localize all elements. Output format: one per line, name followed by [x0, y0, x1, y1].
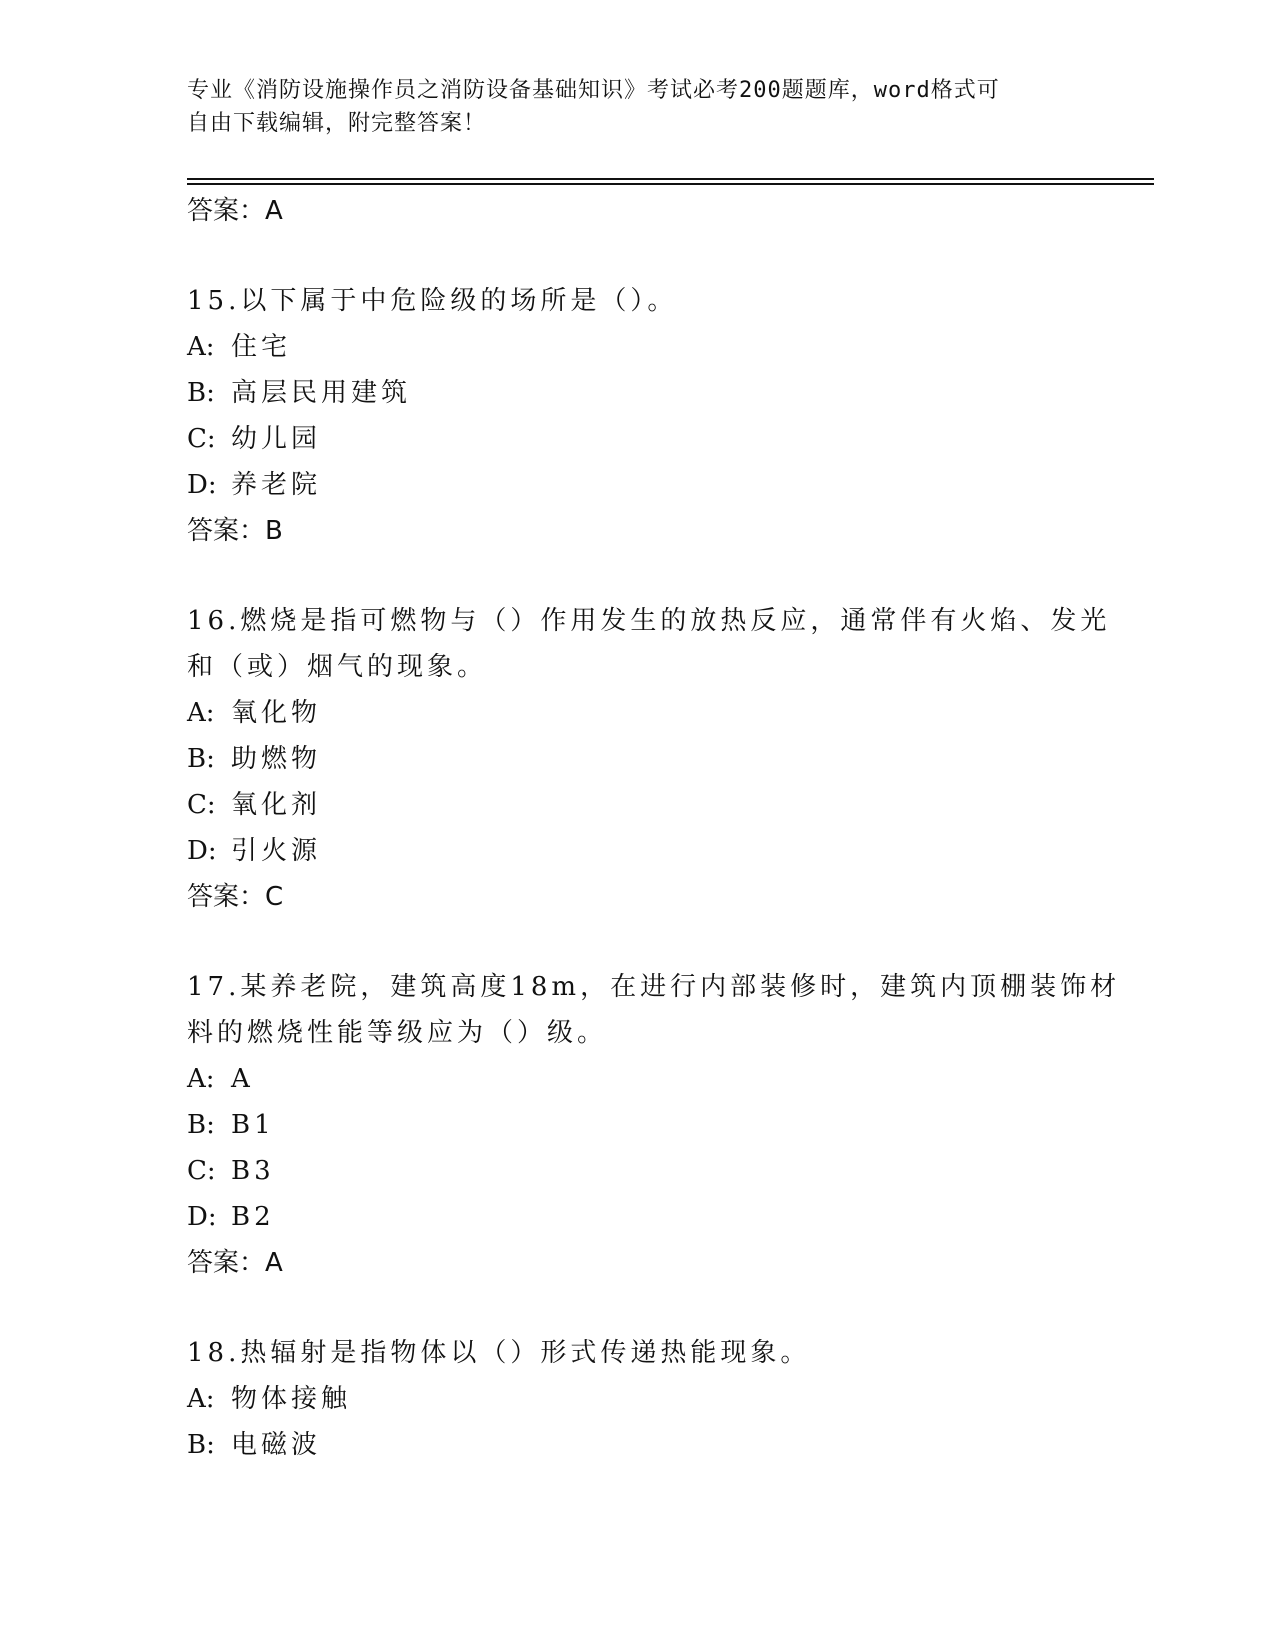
option-c [187, 416, 1087, 462]
option-text: 高层民用建筑 [231, 378, 412, 408]
option-key: D: [187, 836, 217, 866]
option-d [187, 462, 1087, 508]
question-text [187, 964, 1121, 1056]
option-a [187, 690, 1087, 736]
question-line: 17.某养老院，建筑高度18m，在进行内部装修时，建筑内顶棚装饰材 [187, 972, 1121, 1002]
option-d [187, 1194, 1087, 1240]
option-key: A: [187, 332, 215, 362]
option-key: A: [187, 698, 215, 728]
option-text: 物体接触 [231, 1384, 352, 1414]
question-line: 和（或）烟气的现象。 [187, 652, 488, 682]
question-item [187, 598, 1111, 920]
option-text: 电磁波 [231, 1430, 322, 1460]
option-b [187, 1102, 1087, 1148]
header-line: 自由下载编辑，附完整答案！ [187, 111, 487, 136]
header-line: 专业《消防设施操作员之消防设备基础知识》考试必考200题题库，word格式可 [187, 78, 1000, 103]
option-text: 住宅 [231, 332, 292, 362]
answer-line: 答案：B [187, 516, 283, 546]
header-divider [187, 183, 1154, 185]
answer-line: 答案：A [187, 1248, 283, 1278]
option-key: C: [187, 1156, 216, 1186]
option-key: D: [187, 1202, 217, 1232]
option-text: B2 [231, 1202, 275, 1232]
question-line: 15.以下属于中危险级的场所是（）。 [187, 286, 678, 316]
option-key: C: [187, 424, 216, 454]
option-c [187, 782, 1087, 828]
option-key: B: [187, 1430, 215, 1460]
question-item [187, 278, 1087, 554]
question-text [187, 598, 1111, 690]
option-key: C: [187, 790, 216, 820]
option-text: 助燃物 [231, 744, 322, 774]
question-item [187, 1330, 1087, 1468]
option-text: 氧化物 [231, 698, 322, 728]
question-line: 18.热辐射是指物体以（）形式传递热能现象。 [187, 1338, 811, 1368]
option-b [187, 1422, 1087, 1468]
option-text: 引火源 [231, 836, 322, 866]
option-a [187, 1376, 1087, 1422]
question-list [187, 188, 1121, 1468]
option-c [187, 1148, 1087, 1194]
document-header [187, 74, 1067, 140]
option-a [187, 324, 1087, 370]
option-key: D: [187, 470, 217, 500]
answer-line: 答案：A [187, 196, 283, 226]
option-key: B: [187, 1110, 215, 1140]
option-text: A [231, 1064, 254, 1094]
option-b [187, 370, 1087, 416]
question-text [187, 278, 1087, 324]
answer-line: 答案：C [187, 882, 284, 912]
option-text: B3 [231, 1156, 275, 1186]
question-line: 16.燃烧是指可燃物与（）作用发生的放热反应，通常伴有火焰、发光 [187, 606, 1111, 636]
option-text: B1 [231, 1110, 275, 1140]
option-key: B: [187, 378, 215, 408]
option-b [187, 736, 1087, 782]
option-d [187, 828, 1087, 874]
option-key: A: [187, 1064, 215, 1094]
question-line: 料的燃烧性能等级应为（）级。 [187, 1018, 608, 1048]
question-item [187, 964, 1121, 1286]
option-text: 养老院 [231, 470, 322, 500]
option-key: B: [187, 744, 215, 774]
header-divider [187, 178, 1154, 180]
question-text [187, 1330, 1087, 1376]
option-text: 幼儿园 [231, 424, 322, 454]
option-a [187, 1056, 1087, 1102]
option-text: 氧化剂 [231, 790, 322, 820]
option-key: A: [187, 1384, 215, 1414]
